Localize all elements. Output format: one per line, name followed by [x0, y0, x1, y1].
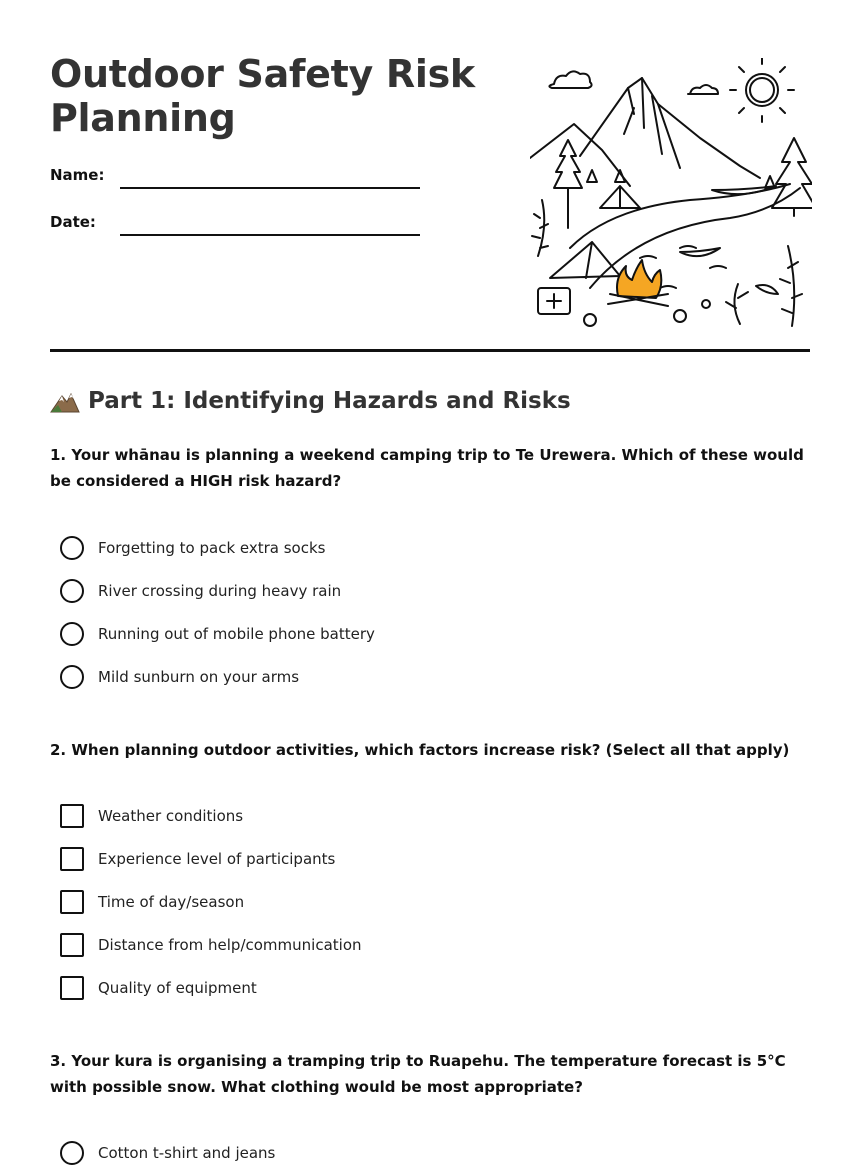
fern-icon [780, 246, 802, 326]
checkbox[interactable] [60, 804, 84, 828]
mountain-icon [580, 78, 760, 178]
checkbox[interactable] [60, 890, 84, 914]
radio-button[interactable] [60, 622, 84, 646]
fern-icon [726, 284, 748, 324]
header-divider [50, 349, 810, 352]
worksheet-header [50, 0, 810, 352]
radio-button[interactable] [60, 579, 84, 603]
question-1: 1. Your whānau is planning a weekend camping trip to Te Urewera. Which of these would be considered a HIGH risk hazard? [50, 446, 804, 490]
mountain-icon [50, 388, 80, 414]
date-label: Date: [50, 213, 96, 231]
q3-option-1[interactable] [60, 1140, 275, 1166]
q1-option-3[interactable] [60, 621, 375, 647]
q2-option-3[interactable] [60, 889, 244, 915]
tent-icon [600, 186, 640, 208]
pine-tree-icon [772, 138, 812, 216]
sun-icon [730, 58, 794, 122]
option-label: Mild sunburn on your arms [98, 668, 300, 686]
cloud-icon [549, 71, 591, 88]
q2-option-1[interactable] [60, 803, 243, 829]
checkbox[interactable] [60, 847, 84, 871]
radio-button[interactable] [60, 536, 84, 560]
canoe-icon [712, 186, 776, 194]
camping-scene-illustration [530, 58, 812, 332]
radio-button[interactable] [60, 1141, 84, 1165]
name-field[interactable] [120, 187, 420, 189]
option-label: Experience level of participants [98, 850, 336, 868]
option-label: Weather conditions [98, 807, 244, 825]
q1-option-4[interactable] [60, 664, 299, 690]
fern-icon [532, 200, 548, 256]
page-title: Outdoor Safety Risk Planning [50, 52, 475, 140]
question-2: 2. When planning outdoor activities, which factors increase risk? (Select all that apply) [50, 741, 790, 759]
option-label: Distance from help/communication [98, 936, 362, 954]
section-heading [50, 388, 571, 414]
first-aid-kit-icon [538, 288, 570, 314]
option-label: Cotton t-shirt and jeans [98, 1144, 276, 1162]
q1-option-2[interactable] [60, 578, 341, 604]
option-label: Quality of equipment [98, 979, 257, 997]
q1-option-1[interactable] [60, 535, 325, 561]
q2-option-4[interactable] [60, 932, 362, 958]
option-label: River crossing during heavy rain [98, 582, 342, 600]
checkbox[interactable] [60, 976, 84, 1000]
checkbox[interactable] [60, 933, 84, 957]
option-label: Running out of mobile phone battery [98, 625, 375, 643]
river [570, 184, 800, 288]
cloud-icon [688, 85, 718, 94]
option-label: Time of day/season [98, 893, 245, 911]
tent-icon [550, 242, 620, 278]
date-field[interactable] [120, 234, 420, 236]
section-title: Part 1: Identifying Hazards and Risks [88, 388, 571, 414]
name-label: Name: [50, 166, 105, 184]
q2-option-2[interactable] [60, 846, 335, 872]
pine-tree-icon [554, 140, 582, 228]
q2-option-5[interactable] [60, 975, 257, 1001]
option-label: Forgetting to pack extra socks [98, 539, 326, 557]
radio-button[interactable] [60, 665, 84, 689]
campfire-icon [608, 260, 668, 306]
question-3: 3. Your kura is organising a tramping trip to Ruapehu. The temperature forecast is 5°C with possible snow. What clothing would be most appropriate? [50, 1052, 786, 1096]
